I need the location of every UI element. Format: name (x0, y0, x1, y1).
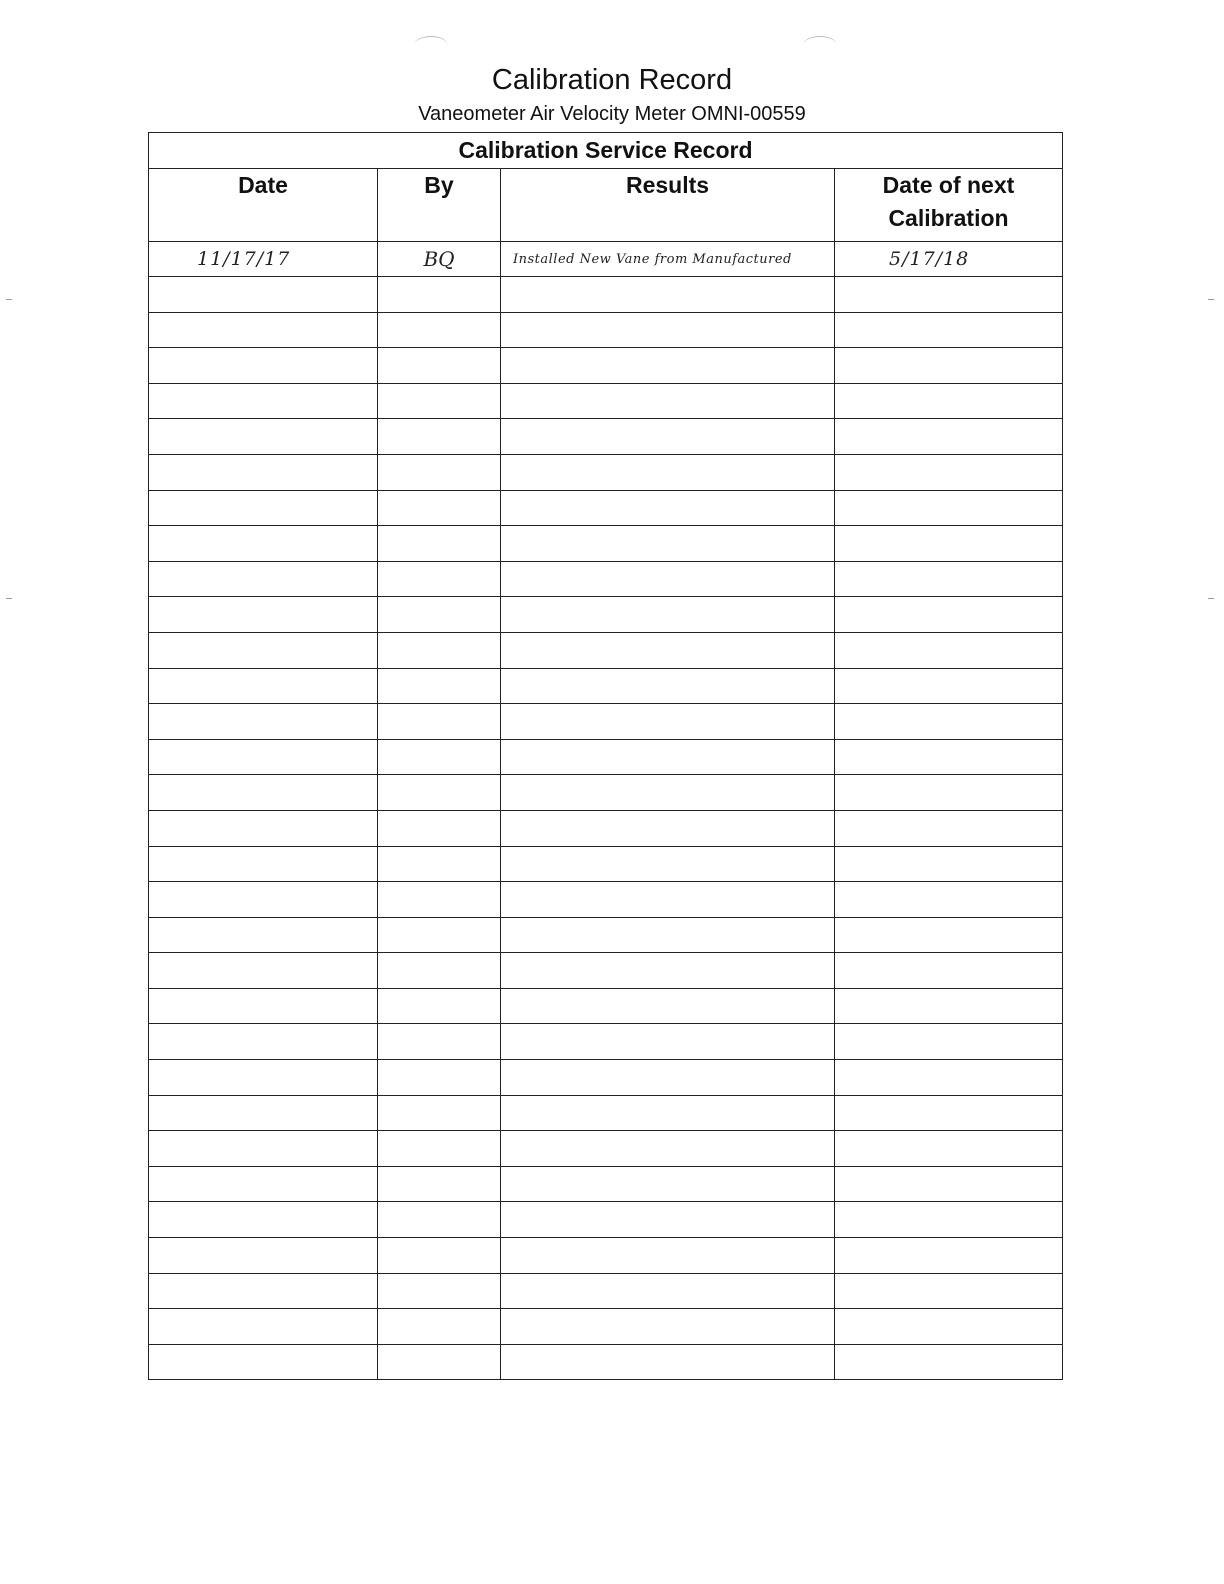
empty-cell-next-calibration (835, 1166, 1063, 1202)
empty-cell-date (149, 490, 378, 526)
empty-table-row (149, 277, 1063, 313)
empty-cell-results (501, 526, 835, 562)
empty-table-row (149, 775, 1063, 811)
empty-cell-by (378, 668, 501, 704)
empty-cell-date (149, 810, 378, 846)
empty-table-row (149, 1309, 1063, 1345)
empty-cell-next-calibration (835, 882, 1063, 918)
empty-cell-results (501, 810, 835, 846)
empty-cell-by (378, 1095, 501, 1131)
header-results: Results (501, 169, 835, 242)
empty-cell-results (501, 882, 835, 918)
empty-cell-results (501, 1344, 835, 1380)
empty-cell-date (149, 846, 378, 882)
empty-table-row (149, 348, 1063, 384)
empty-cell-next-calibration (835, 1131, 1063, 1167)
margin-tick (6, 299, 12, 300)
empty-cell-results (501, 704, 835, 740)
empty-cell-next-calibration (835, 383, 1063, 419)
empty-table-row (149, 561, 1063, 597)
empty-cell-date (149, 1131, 378, 1167)
empty-cell-date (149, 1060, 378, 1096)
empty-cell-results (501, 668, 835, 704)
empty-table-row (149, 490, 1063, 526)
empty-cell-date (149, 882, 378, 918)
empty-cell-next-calibration (835, 1024, 1063, 1060)
empty-cell-next-calibration (835, 1344, 1063, 1380)
empty-table-row (149, 597, 1063, 633)
empty-cell-results (501, 917, 835, 953)
empty-cell-date (149, 1344, 378, 1380)
margin-tick (1208, 598, 1214, 599)
empty-table-row (149, 668, 1063, 704)
empty-cell-next-calibration (835, 1273, 1063, 1309)
empty-cell-date (149, 383, 378, 419)
header-date: Date (149, 169, 378, 242)
empty-cell-date (149, 348, 378, 384)
empty-table-row (149, 1273, 1063, 1309)
empty-cell-by (378, 1060, 501, 1096)
empty-table-row (149, 1166, 1063, 1202)
empty-cell-by (378, 348, 501, 384)
empty-cell-next-calibration (835, 632, 1063, 668)
empty-cell-next-calibration (835, 312, 1063, 348)
empty-cell-by (378, 1166, 501, 1202)
empty-cell-by (378, 632, 501, 668)
empty-cell-results (501, 419, 835, 455)
empty-table-row (149, 632, 1063, 668)
empty-cell-by (378, 1238, 501, 1274)
empty-cell-by (378, 1202, 501, 1238)
empty-cell-by (378, 882, 501, 918)
empty-cell-by (378, 312, 501, 348)
empty-table-row (149, 704, 1063, 740)
empty-cell-date (149, 1273, 378, 1309)
empty-cell-date (149, 775, 378, 811)
empty-cell-results (501, 1131, 835, 1167)
empty-cell-results (501, 454, 835, 490)
binder-hole-right (803, 36, 837, 55)
empty-cell-by (378, 775, 501, 811)
empty-cell-by (378, 490, 501, 526)
table-banner: Calibration Service Record (149, 133, 1063, 169)
empty-cell-next-calibration (835, 419, 1063, 455)
margin-tick (1208, 299, 1214, 300)
empty-cell-results (501, 775, 835, 811)
empty-table-row (149, 846, 1063, 882)
empty-cell-results (501, 1202, 835, 1238)
empty-cell-date (149, 668, 378, 704)
empty-cell-date (149, 561, 378, 597)
empty-cell-results (501, 988, 835, 1024)
empty-cell-next-calibration (835, 277, 1063, 313)
empty-table-row (149, 383, 1063, 419)
empty-cell-next-calibration (835, 561, 1063, 597)
empty-cell-by (378, 526, 501, 562)
empty-table-row (149, 419, 1063, 455)
calibration-table (148, 132, 1063, 1380)
empty-cell-date (149, 704, 378, 740)
empty-cell-results (501, 953, 835, 989)
empty-cell-next-calibration (835, 846, 1063, 882)
empty-cell-date (149, 988, 378, 1024)
empty-cell-by (378, 1131, 501, 1167)
cell-date: 11/17/17 (149, 242, 378, 277)
empty-table-row (149, 1202, 1063, 1238)
empty-cell-date (149, 739, 378, 775)
empty-cell-results (501, 632, 835, 668)
empty-cell-by (378, 953, 501, 989)
empty-cell-date (149, 1309, 378, 1345)
empty-cell-results (501, 490, 835, 526)
empty-table-row (149, 1024, 1063, 1060)
empty-cell-by (378, 1344, 501, 1380)
empty-table-row (149, 1060, 1063, 1096)
empty-cell-results (501, 348, 835, 384)
empty-cell-results (501, 1095, 835, 1131)
empty-cell-date (149, 1095, 378, 1131)
empty-cell-date (149, 1202, 378, 1238)
empty-cell-date (149, 526, 378, 562)
empty-cell-date (149, 454, 378, 490)
empty-table-row (149, 454, 1063, 490)
empty-cell-by (378, 419, 501, 455)
empty-cell-by (378, 454, 501, 490)
empty-cell-by (378, 383, 501, 419)
document-title: Calibration Record (491, 64, 733, 96)
empty-cell-date (149, 1238, 378, 1274)
empty-cell-results (501, 561, 835, 597)
empty-cell-results (501, 739, 835, 775)
empty-table-row (149, 953, 1063, 989)
empty-cell-by (378, 988, 501, 1024)
empty-cell-next-calibration (835, 348, 1063, 384)
empty-cell-results (501, 1238, 835, 1274)
empty-table-row (149, 1344, 1063, 1380)
empty-cell-next-calibration (835, 668, 1063, 704)
empty-cell-date (149, 917, 378, 953)
empty-cell-date (149, 1024, 378, 1060)
empty-cell-date (149, 632, 378, 668)
empty-cell-results (501, 1273, 835, 1309)
empty-cell-by (378, 739, 501, 775)
empty-cell-by (378, 846, 501, 882)
empty-cell-by (378, 1273, 501, 1309)
empty-cell-results (501, 277, 835, 313)
empty-cell-next-calibration (835, 1095, 1063, 1131)
empty-cell-by (378, 1024, 501, 1060)
empty-cell-date (149, 597, 378, 633)
empty-cell-next-calibration (835, 597, 1063, 633)
empty-table-row (149, 882, 1063, 918)
empty-cell-date (149, 277, 378, 313)
empty-table-row (149, 1238, 1063, 1274)
empty-cell-next-calibration (835, 454, 1063, 490)
cell-results: Installed New Vane from Manufactured (501, 242, 835, 277)
empty-cell-by (378, 810, 501, 846)
document-subtitle: Vaneometer Air Velocity Meter OMNI-00559 (418, 103, 806, 125)
empty-cell-by (378, 561, 501, 597)
empty-cell-results (501, 1024, 835, 1060)
empty-cell-next-calibration (835, 810, 1063, 846)
empty-cell-results (501, 312, 835, 348)
empty-table-row (149, 917, 1063, 953)
empty-cell-date (149, 1166, 378, 1202)
empty-table-row (149, 312, 1063, 348)
empty-cell-results (501, 383, 835, 419)
empty-cell-by (378, 917, 501, 953)
empty-cell-next-calibration (835, 1060, 1063, 1096)
empty-table-row (149, 1095, 1063, 1131)
empty-cell-results (501, 1166, 835, 1202)
empty-cell-date (149, 312, 378, 348)
cell-next-calibration: 5/17/18 (835, 242, 1063, 277)
empty-cell-next-calibration (835, 1202, 1063, 1238)
empty-cell-next-calibration (835, 775, 1063, 811)
empty-cell-next-calibration (835, 490, 1063, 526)
empty-cell-date (149, 953, 378, 989)
empty-cell-next-calibration (835, 917, 1063, 953)
empty-cell-results (501, 846, 835, 882)
empty-cell-results (501, 597, 835, 633)
margin-tick (6, 598, 12, 599)
binder-hole-left (414, 36, 448, 55)
empty-cell-by (378, 704, 501, 740)
cell-by: BQ (378, 242, 501, 277)
empty-cell-date (149, 419, 378, 455)
empty-table-row (149, 739, 1063, 775)
empty-cell-next-calibration (835, 1309, 1063, 1345)
empty-cell-next-calibration (835, 1238, 1063, 1274)
empty-table-row (149, 526, 1063, 562)
empty-cell-results (501, 1060, 835, 1096)
header-by: By (378, 169, 501, 242)
empty-cell-by (378, 1309, 501, 1345)
header-next-calibration: Date of next Calibration (835, 169, 1063, 242)
empty-table-row (149, 988, 1063, 1024)
empty-cell-next-calibration (835, 526, 1063, 562)
table-row (149, 242, 1063, 277)
empty-cell-next-calibration (835, 988, 1063, 1024)
empty-cell-by (378, 597, 501, 633)
empty-cell-results (501, 1309, 835, 1345)
empty-cell-by (378, 277, 501, 313)
empty-table-row (149, 1131, 1063, 1167)
empty-cell-next-calibration (835, 953, 1063, 989)
empty-table-row (149, 810, 1063, 846)
empty-cell-next-calibration (835, 739, 1063, 775)
empty-cell-next-calibration (835, 704, 1063, 740)
